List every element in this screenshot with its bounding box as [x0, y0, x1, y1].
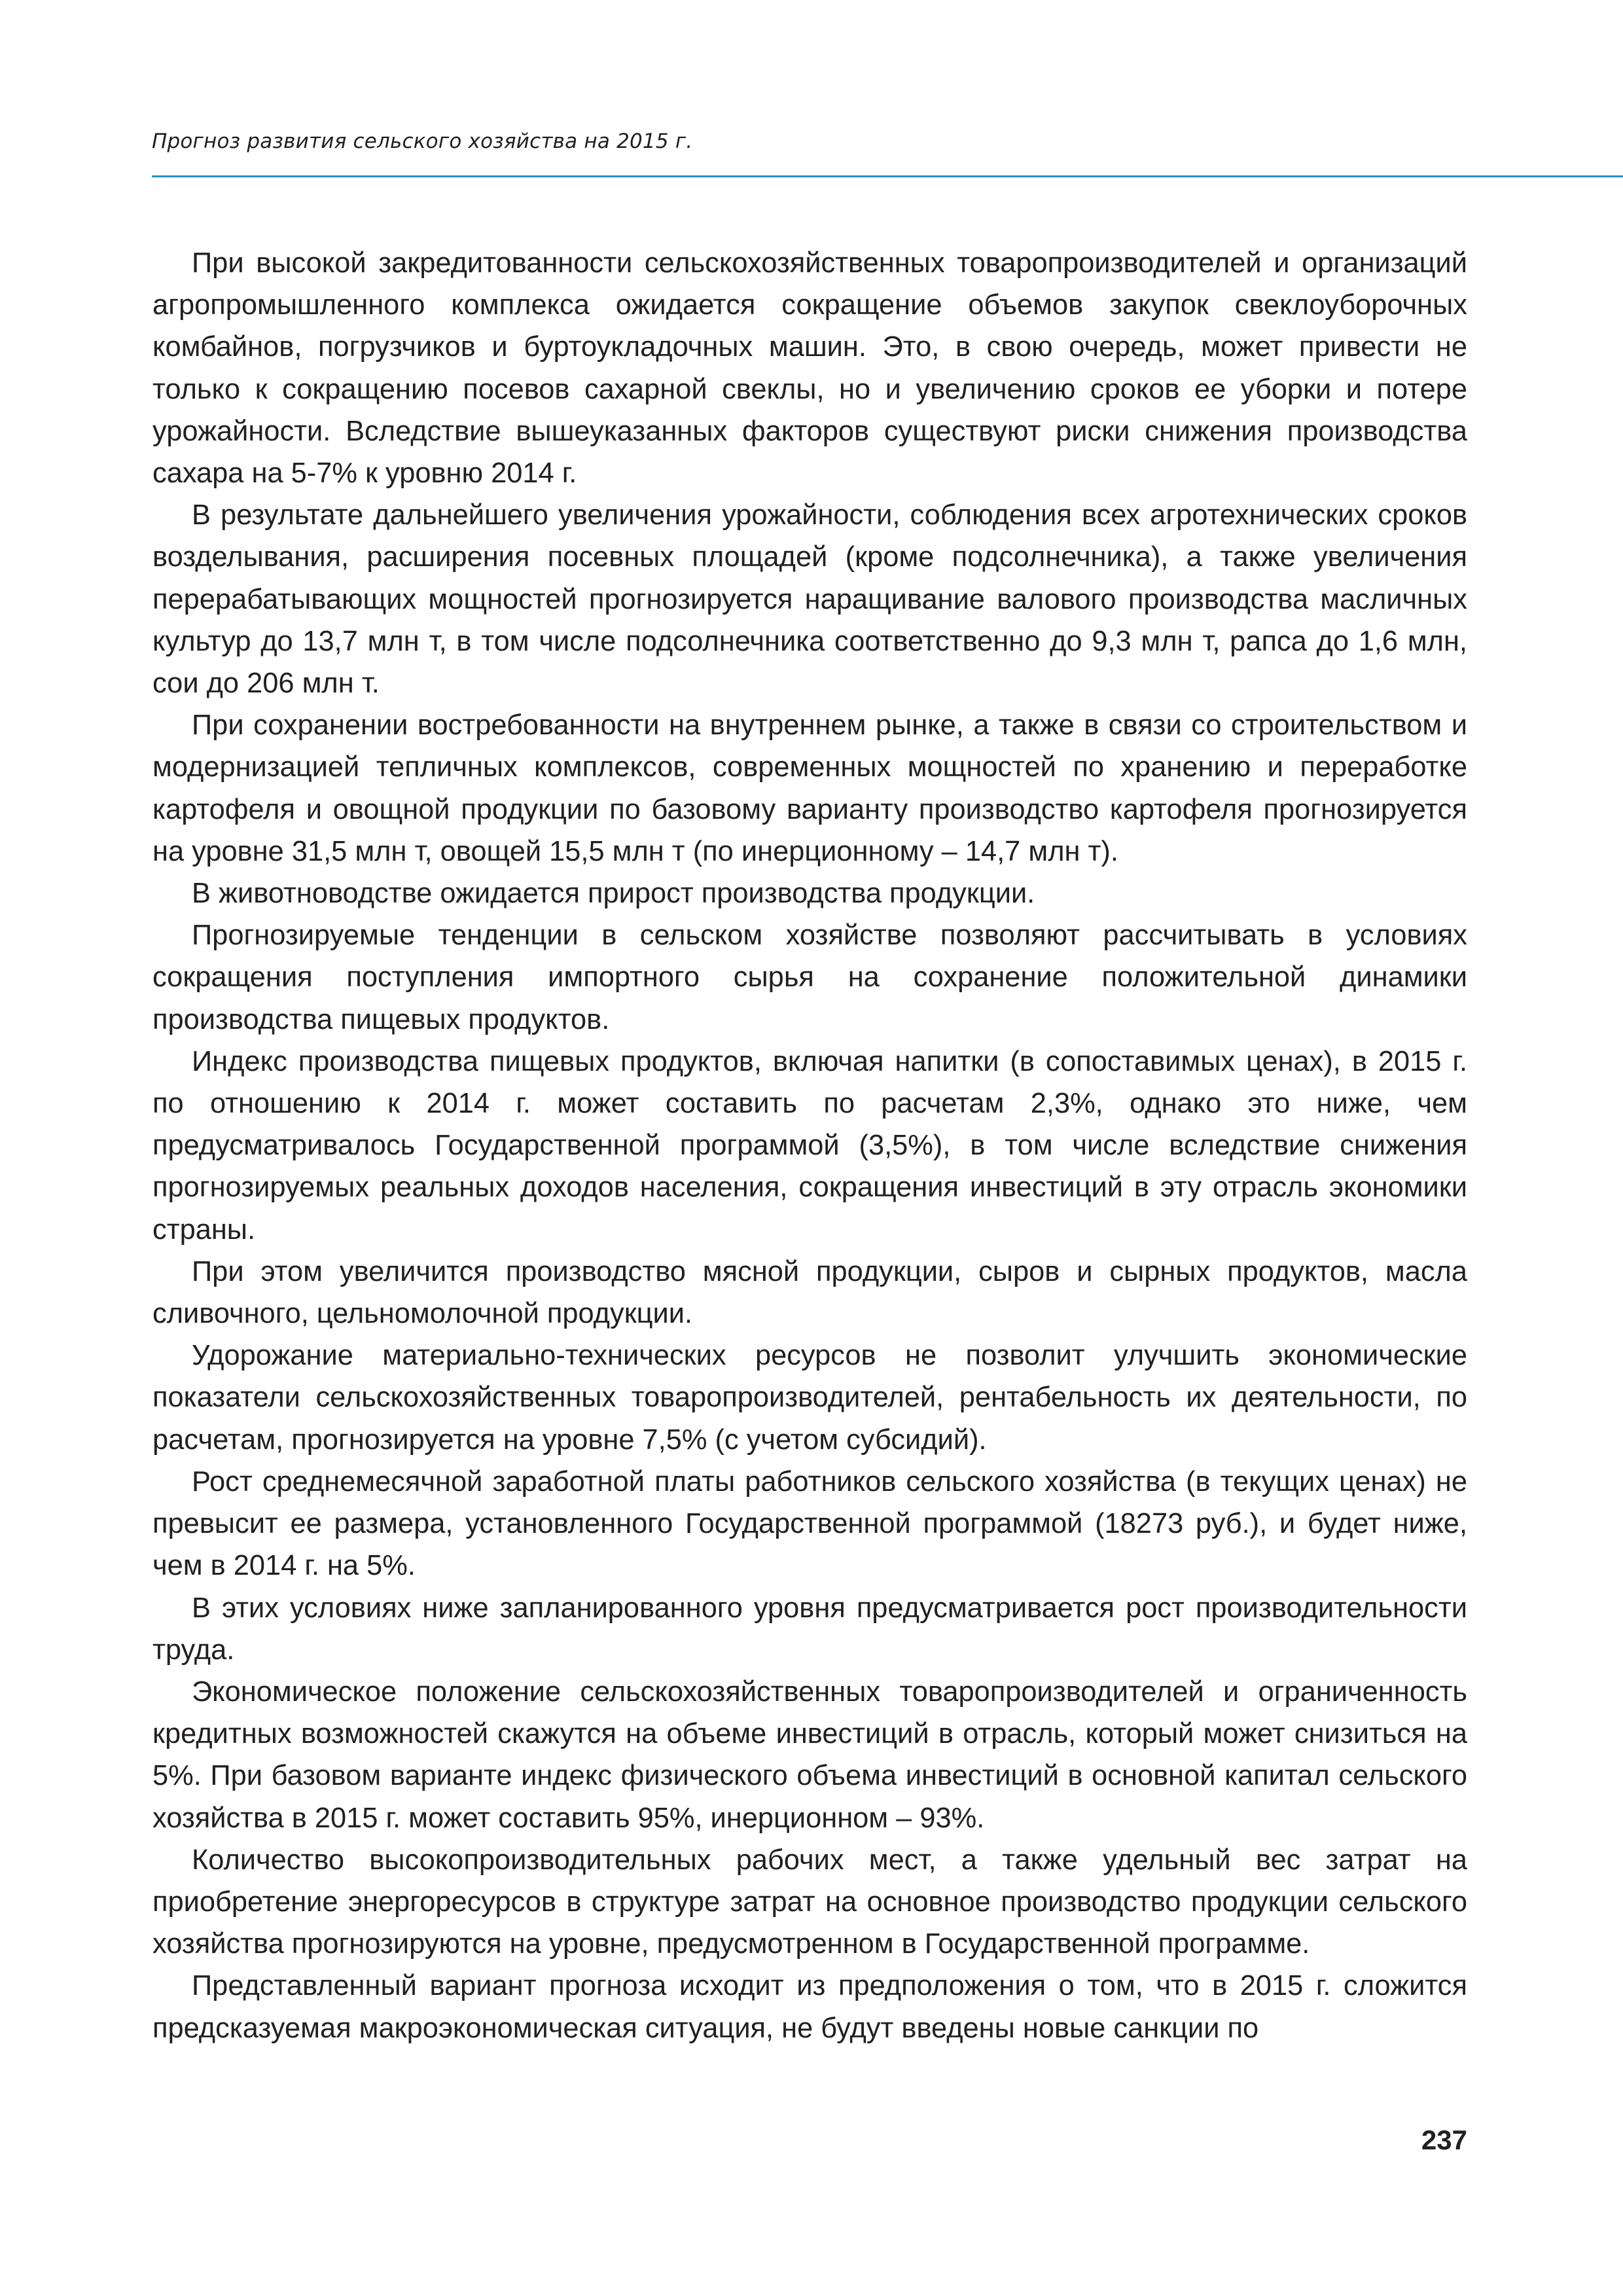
running-header-title: Прогноз развития сельского хозяйства на 2015 г.	[152, 130, 693, 153]
paragraph-sugar-beet: При высокой закредитованности сельскохозяйственных товаропроизводителей и организаций агропромышленного комплекса ожидается сокращение объемов закупок свеклоуборочных комбайнов, погрузчиков и буртоукладочных машин. Это, в свою очередь, может привести не только к сокращению посевов сахарной свеклы, но и увеличению сроков ее уборки и потере урожайности. Вследствие вышеуказанных факторов существуют риски снижения производства сахара на 5-7% к уровню 2014 г.	[152, 247, 1467, 490]
paragraph-productivity: В этих условиях ниже запланированного уровня предусматривается рост производительности труда.	[152, 1592, 1467, 1666]
paragraph-food-index: Индекс производства пищевых продуктов, включая напитки (в сопоставимых ценах), в 2015 г. по отношению к 2014 г. может составить по расчетам 2,3%, однако это ниже, чем предусматривалось Государственной программой (3,5%), в том числе вследствие снижения прогнозируемых реальных доходов населения, сокращения инвестиций в эту отрасль экономики страны.	[152, 1045, 1467, 1246]
paragraph-dairy-meat: При этом увеличится производство мясной продукции, сыров и сырных продуктов, масла сливочного, цельномолочной продукции.	[152, 1255, 1467, 1330]
paragraph-livestock: В животноводстве ожидается прирост производства продукции.	[192, 878, 1035, 910]
paragraph-workplaces: Количество высокопроизводительных рабочих мест, а также удельный вес затрат на приобретение энергоресурсов в структуре затрат на основное производство продукции сельского хозяйства прогнозируются на уровне, предусмотренном в Государственной программе.	[152, 1844, 1467, 1960]
paragraph-profitability: Удорожание материально-технических ресурсов не позволит улучшить экономические показатели сельскохозяйственных товаропроизводителей, рентабельность их деятельности, по расчетам, прогнозируется на уровне 7,5% (с учетом субсидий).	[152, 1340, 1467, 1456]
paragraph-wages: Рост среднемесячной заработной платы работников сельского хозяйства (в текущих ценах) не превысит ее размера, установленного Государственной программой (18273 руб.), и будет ниже, чем в 2014 г. на 5%.	[152, 1465, 1467, 1582]
body-text	[152, 242, 1467, 2049]
paragraph-potatoes-vegetables: При сохранении востребованности на внутреннем рынке, а также в связи со строительством и модернизацией тепличных комплексов, современных мощностей по хранению и переработке картофеля и овощной продукции по базовому варианту производство картофеля прогнозируется на уровне 31,5 млн т, овощей 15,5 млн т (по инерционному – 14,7 млн т).	[152, 709, 1467, 867]
page-number: 237	[1421, 2125, 1467, 2155]
paragraph-investment: Экономическое положение сельскохозяйственных товаропроизводителей и ограниченность кредитных возможностей скажутся на объеме инвестиций в отрасль, который может снизиться на 5%. При базовом варианте индекс физического объема инвестиций в основной капитал сельского хозяйства в 2015 г. может составить 95%, инерционном – 93%.	[152, 1676, 1467, 1834]
paragraph-oilseeds: В результате дальнейшего увеличения урожайности, соблюдения всех агротехнических сроков возделывания, расширения посевных площадей (кроме подсолнечника), а также увеличения перерабатывающих мощностей прогнозируется наращивание валового производства масличных культур до 13,7 млн т, в том числе подсолнечника соответственно до 9,3 млн т, рапса до 1,6 млн, сои до 206 млн т.	[152, 499, 1467, 700]
paragraph-forecast-assumption: Представленный вариант прогноза исходит из предположения о том, что в 2015 г. сложится предсказуемая макроэкономическая ситуация, не будут введены новые санкции по	[152, 1970, 1467, 2044]
header-divider	[152, 175, 1623, 177]
paragraph-trends: Прогнозируемые тенденции в сельском хозяйстве позволяют рассчитывать в условиях сокращения поступления импортного сырья на сохранение положительной динамики производства пищевых продуктов.	[152, 920, 1467, 1035]
